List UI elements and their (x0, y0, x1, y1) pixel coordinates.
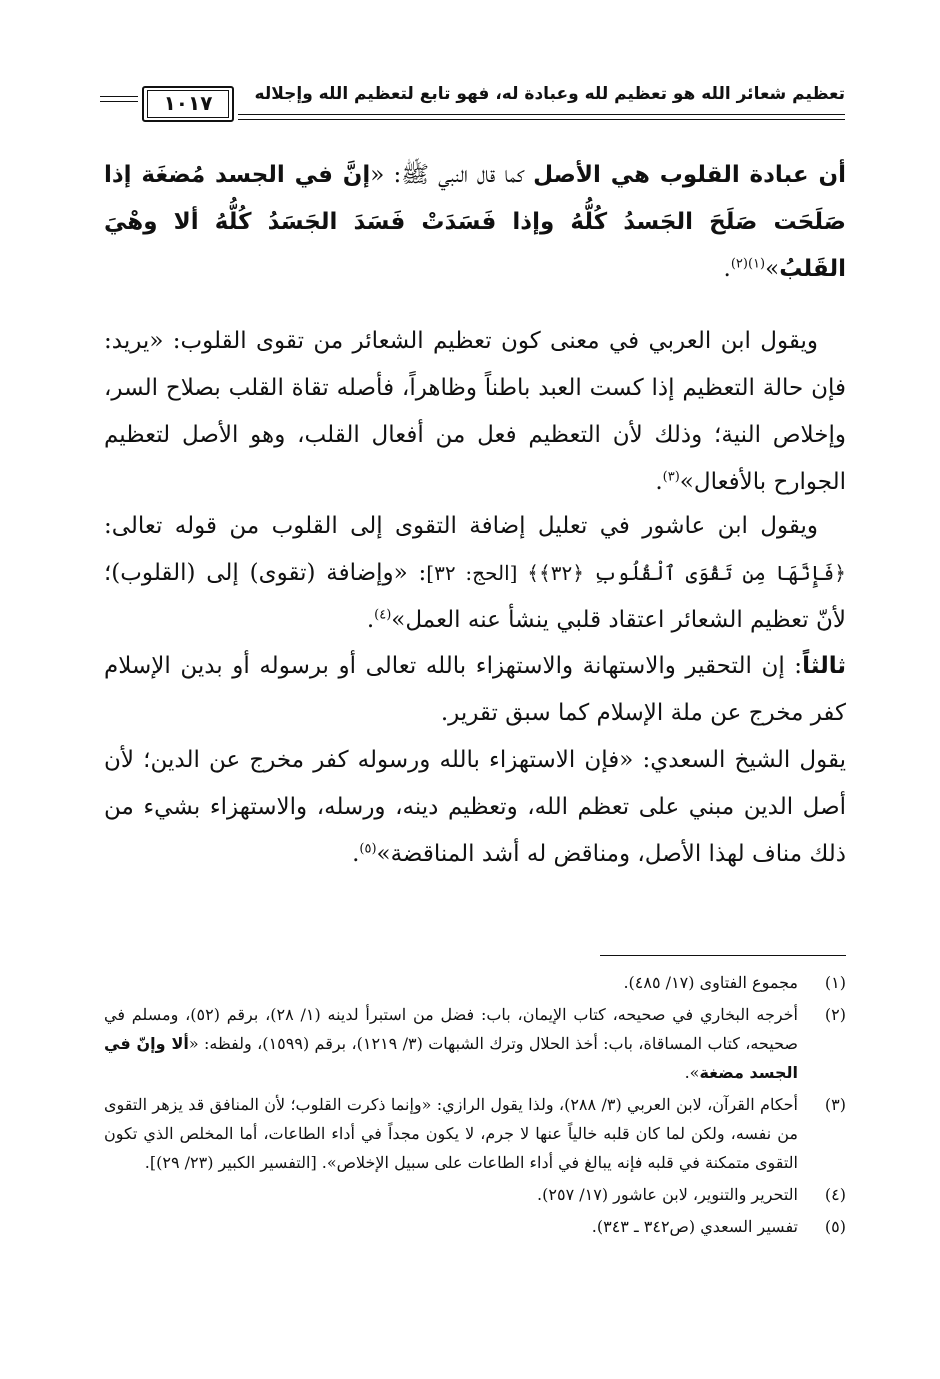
footnote: (٢) أخرجه البخاري في صحيحه، كتاب الإيمان، باب: فضل من استبرأ لدينه (١/ ٢٨)، برقم (٥٢)، ومسلم في صحيحه، كتاب المساقاة، باب: أخذ الحلال وترك الشبهات (٣/ ١٢١٩)، برقم (١٥٩٩)، ولفظه: «ألا وإنّ في الجسد مضغة». (104, 1005, 846, 1082)
footnote-ref: (٤) (374, 607, 392, 623)
verse-reference: [الحج: ٣٢] (426, 561, 528, 585)
main-text-2 (104, 318, 846, 518)
page-number-box (142, 86, 234, 122)
paragraph-4: ثالثاً: إن التحقير والاستهانة والاستهزاء بالله تعالى أو برسوله أو بدين الإسلام كفر مخرج عن ملة الإسلام كما سبق تقرير. (104, 653, 846, 726)
running-header (100, 80, 845, 125)
paragraph-2: ويقول ابن العربي في معنى كون تعظيم الشعائر من تقوى القلوب: «يريد: فإن حالة التعظيم إذا كست العبد باطناً وظاهراً، فأصله تقاة القلب بصلاح السر، وإخلاص النية؛ وذلك لأن التعظيم فعل من أفعال القلب، وهو الأصل لتعظيم الجوارح بالأفعال»$^{(٣)}$. (104, 328, 846, 495)
paragraph-5: يقول الشيخ السعدي: «فإن الاستهزاء بالله ورسوله كفر مخرج عن الدين؛ لأن أصل الدين مبني على تعظم الله، وتعظيم دينه، ورسله، والاستهزاء بشيء من ذلك مناف لهذا الأصل، ومناقض له أشد المناقضة»$^{(٥)}$. (104, 747, 846, 867)
page-number: ١٠١٧ (163, 91, 213, 115)
footnote: (١) مجموع الفتاوى (١٧/ ٤٨٥). (623, 973, 846, 992)
footnotes (104, 968, 846, 1244)
footnote-ref: (٥) (359, 841, 377, 857)
footnote-ref: (٢) (730, 256, 748, 272)
main-text-3 (104, 503, 846, 656)
footnote: (٥) تفسير السعدي (ص٣٤٢ ـ ٣٤٣). (591, 1217, 846, 1236)
main-text-5 (104, 737, 846, 890)
footnote-ref: (٣) (662, 469, 680, 485)
header-rule (238, 114, 845, 115)
header-rule-thin (238, 119, 845, 120)
quran-verse: ﴿فَإِنَّهَا مِن تَقْوَى ٱلْقُلُوبِ ﴿٣٢﴾﴾ (527, 561, 846, 585)
main-text-4 (104, 643, 846, 749)
section-label: ثالثاً (802, 653, 846, 679)
ornament-lines (100, 96, 138, 106)
bold-phrase: أن عبادة القلوب هي الأصل (533, 162, 846, 188)
paragraph-3: ويقول ابن عاشور في تعليل إضافة التقوى إلى القلوب من قوله تعالى: ﴿فَإِنَّهَا مِن تَقْوَى ٱلْقُلُوبِ ﴿٣٢﴾﴾ [الحج: ٣٢]: «وإضافة (تقوى) إلى (القلوب)؛ لأنّ تعظيم الشعائر اعتقاد قلبي ينشأ عنه العمل»$^{(٤)}$. (104, 513, 846, 633)
header-title: تعظيم شعائر الله هو تعظيم لله وعبادة له، فهو تابع لتعظيم الله وإجلاله (254, 84, 845, 104)
footnote: (٣) أحكام القرآن، لابن العربي (٣/ ٢٨٨)، ولذا يقول الرازي: «وإنما ذكرت القلوب؛ لأن المنافق قد يزهر التقوى من نفسه، ولكن لما كان قلبه خالياً عنها لا جرم، لا يكون مجداً في أداء الطاعات، أما المخلص الذي تكون التقوى متمكنة في قلبه فإنه يبالغ في أداء الطاعات على سبيل الإخلاص». [التفسير الكبير (٢٣/ ٢٩)]. (104, 1095, 846, 1172)
main-text (104, 152, 846, 305)
footnote-ref: (١) (747, 256, 766, 272)
footnote-separator (600, 955, 846, 956)
footnote: (٤) التحرير والتنوير، لابن عاشور (١٧/ ٢٥٧). (537, 1185, 846, 1204)
hadith-text: إنَّ في الجسد مُضغَة إذا صَلَحَت صَلَحَ الجَسدُ كُلُّهُ وإذا فَسَدَتْ فَسَدَ الجَسَدُ كُلُّهُ ألا وهْيَ القَلبُ (104, 162, 846, 282)
paragraph-1: أن عبادة القلوب هي الأصل كما قال النبي ﷺ: «إنَّ في الجسد مُضغَة إذا صَلَحَت صَلَحَ الجَسدُ كُلُّهُ وإذا فَسَدَتْ فَسَدَ الجَسَدُ كُلُّهُ ألا وهْيَ القَلبُ»$^{(١)(٢)}$. (104, 162, 846, 282)
